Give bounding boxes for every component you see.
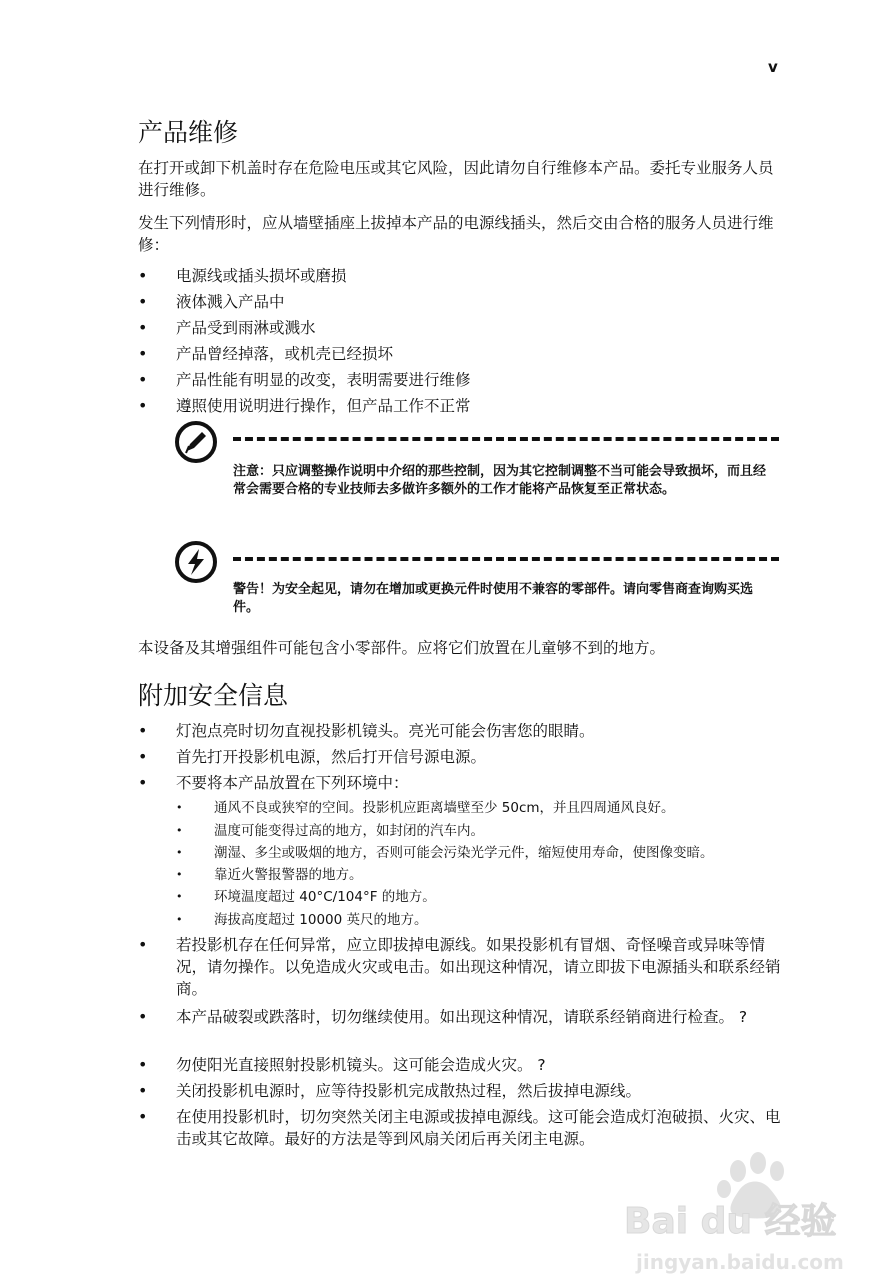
sub-list-item: • 潮湿、多尘或吸烟的地方，否则可能会污染光学元件，缩短使用寿命，使图像变暗。 [176, 845, 714, 861]
list-item: • 在使用投影机时，切勿突然关闭主电源或拔掉电源线。这可能会造成灯泡破损、火灾、电击或其它故障。最好的方法是等到风扇关闭后再关闭主电源。 [138, 1107, 781, 1148]
list-item: • 不要将本产品放置在下列环境中： [138, 773, 409, 792]
watermark-brand: Bai du 经验 [624, 1201, 837, 1242]
note-divider [233, 437, 779, 441]
watermark-url: jingyan.baidu.com [636, 1250, 844, 1274]
sub-list-item: • 温度可能变得过高的地方，如封闭的汽车内。 [176, 823, 484, 839]
note-text: 注意：只应调整操作说明中介绍的那些控制，因为其它控制调整不当可能会导致损坏，而且经常会需要合格的专业技师去多做许多额外的工作才能将产品恢复至正常状态。 [233, 464, 767, 497]
sub-list-item: • 环境温度超过 40°C/104°F 的地方。 [176, 889, 436, 905]
section-title-product-repair: 产品维修 [138, 118, 239, 147]
list-item: • 遵照使用说明进行操作，但产品工作不正常 [138, 396, 471, 415]
list-item: • 液体溅入产品中 [138, 292, 285, 311]
list-item: • 关闭投影机电源时，应等待投影机完成散热过程，然后拔掉电源线。 [138, 1081, 642, 1100]
repair-conditions-list [138, 265, 783, 421]
safety-list-a [138, 720, 783, 798]
list-item: • 灯泡点亮时切勿直视投影机镜头。亮光可能会伤害您的眼睛。 [138, 721, 595, 740]
paragraph-repair-intro: 在打开或卸下机盖时存在危险电压或其它风险，因此请勿自行维修本产品。委托专业服务人员进行维修。 [138, 159, 774, 199]
sub-list-item: • 通风不良或狭窄的空间。投影机应距离墙壁至少 50cm，并且四周通风良好。 [176, 800, 675, 816]
list-item: • 本产品破裂或跌落时，切勿继续使用。如出现这种情况，请联系经销商进行检查。 ? [138, 1007, 748, 1026]
list-item: • 产品曾经掉落，或机壳已经损坏 [138, 344, 394, 363]
list-item: • 若投影机存在任何异常，应立即拔掉电源线。如果投影机有冒烟、奇怪噪音或异味等情况，请勿操作。以免造成火灾或电击。如出现这种情况，请立即拔下电源插头和联系经销商。 [138, 935, 781, 998]
warning-divider [233, 557, 779, 561]
environment-sublist [138, 798, 783, 932]
warning-text: 警告！为安全起见，请勿在增加或更换元件时使用不兼容的零部件。请向零售商查询购买选件。 [233, 582, 754, 615]
sub-list-item: • 靠近火警报警器的地方。 [176, 867, 363, 883]
note-pen-icon [174, 420, 218, 464]
page-number: v [768, 58, 778, 76]
baidu-watermark [620, 1145, 890, 1275]
list-item: • 电源线或插头损坏或磨损 [138, 266, 347, 285]
paragraph-small-parts: 本设备及其增强组件可能包含小零部件。应将它们放置在儿童够不到的地方。 [138, 639, 666, 657]
list-item: • 产品性能有明显的改变，表明需要进行维修 [138, 370, 471, 389]
paragraph-repair-conditions: 发生下列情形时，应从墙壁插座上拔掉本产品的电源线插头，然后交由合格的服务人员进行维修： [138, 214, 774, 254]
sub-list-item: • 海拔高度超过 10000 英尺的地方。 [176, 912, 428, 928]
section-title-additional-safety: 附加安全信息 [138, 681, 289, 710]
safety-list-b [138, 934, 783, 1154]
lightning-warning-icon [174, 540, 218, 584]
list-item: • 产品受到雨淋或溅水 [138, 318, 316, 337]
list-item: • 勿使阳光直接照射投影机镜头。这可能会造成火灾。 ? [138, 1055, 546, 1074]
list-item: • 首先打开投影机电源，然后打开信号源电源。 [138, 747, 487, 766]
